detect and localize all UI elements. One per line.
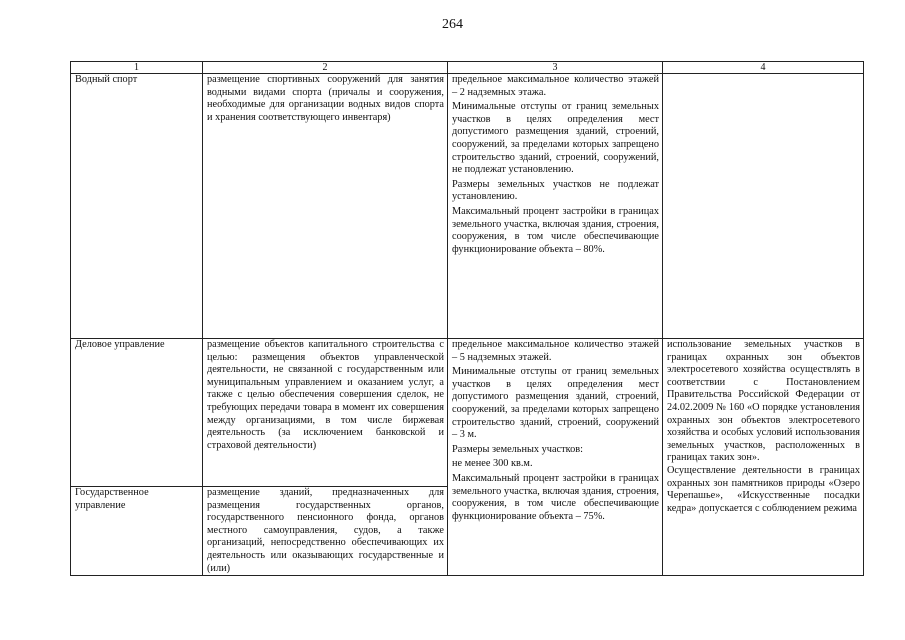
restrictions-cell [663,74,864,339]
use-type-name: Государственное управление [71,487,203,576]
max-coverage-text: Максимальный процент застройки в границах земельного участка, включая здания, строения, сооружения, в том числе обеспечивающие функционирование объекта – 80%. [452,205,659,255]
use-type-description: размещение объектов капитального строительства с целью: размещения объектов управленческой деятельности, не связанной с государственным или муниципальным управлением и оказанием услуг, а также с целью обеспечения совершения сделок, не требующих передачи товара в момент их совершения между организациями, в том числе биржевая деятельность (за исключением банковской и страховой деятельности) [203,339,448,487]
column-header-2: 2 [203,62,448,74]
min-setback-text: Минимальные отступы от границ земельных участков в целях определения мест допустимого размещения зданий, строений, сооружений, за пределами которых запрещено строительство зданий, строений, сооружений, не подлежат установлению. [452,101,659,176]
nature-monument-zone-text: Осуществление деятельности в границах охранных зон памятников природы «Озеро Черепашье», «Искусственные посадки кедра» допускается с соблюдением режима [667,464,860,514]
plot-size-label: Размеры земельных участков: [452,443,583,455]
plot-size-text: Размеры земельных участков не подлежат установлению. [452,178,659,203]
use-type-name: Деловое управление [71,339,203,487]
restrictions-cell [663,339,864,576]
column-header-1: 1 [71,62,203,74]
max-floors-text: предельное максимальное количество этажей – 2 надземных этажа. [452,74,659,98]
building-parameters [448,74,663,339]
plot-size-value: не менее 300 кв.м. [452,458,533,470]
building-parameters [448,339,663,576]
column-header-4: 4 [663,62,864,74]
table-header-row [71,62,864,74]
max-floors-text: предельное максимальное количество этажей – 5 надземных этажей. [452,339,659,363]
max-coverage-text: Максимальный процент застройки в границах земельного участка, включая здания, строения, сооружения, в том числе обеспечивающие функционирование объекта – 75%. [452,472,659,522]
min-setback-text: Минимальные отступы от границ земельных участков в целях определения мест допустимого размещения зданий, строений, сооружений, за пределами которых запрещено строительство зданий, строений, сооружений – 3 м. [452,366,659,441]
use-type-description: размещение зданий, предназначенных для размещения государственных органов, государственного пенсионного фонда, органов местного самоуправления, судов, а также организаций, непосредственно обеспечивающих их деятельность или оказывающих государственные и (или) [203,487,448,576]
use-type-description: размещение спортивных сооружений для занятия водными видами спорта (причалы и сооружения, необходимые для организации водных видов спорта и хранения соответствующего инвентаря) [203,74,448,339]
land-use-table [70,61,864,576]
table-row [71,74,864,339]
table-row [71,339,864,487]
column-header-3: 3 [448,62,663,74]
use-type-name: Водный спорт [71,74,203,339]
power-grid-zone-text: использование земельных участков в границах охранных зон объектов электросетевого хозяйства осуществлять в соответствии с Постановлением Правительства Российской Федерации от 24.02.2009 № 160 «О порядке установления охранных зон объектов электросетевого хозяйства и особых условий использования земельных участков, расположенных в границах таких зон». [667,339,860,464]
page-number: 264 [442,17,463,32]
